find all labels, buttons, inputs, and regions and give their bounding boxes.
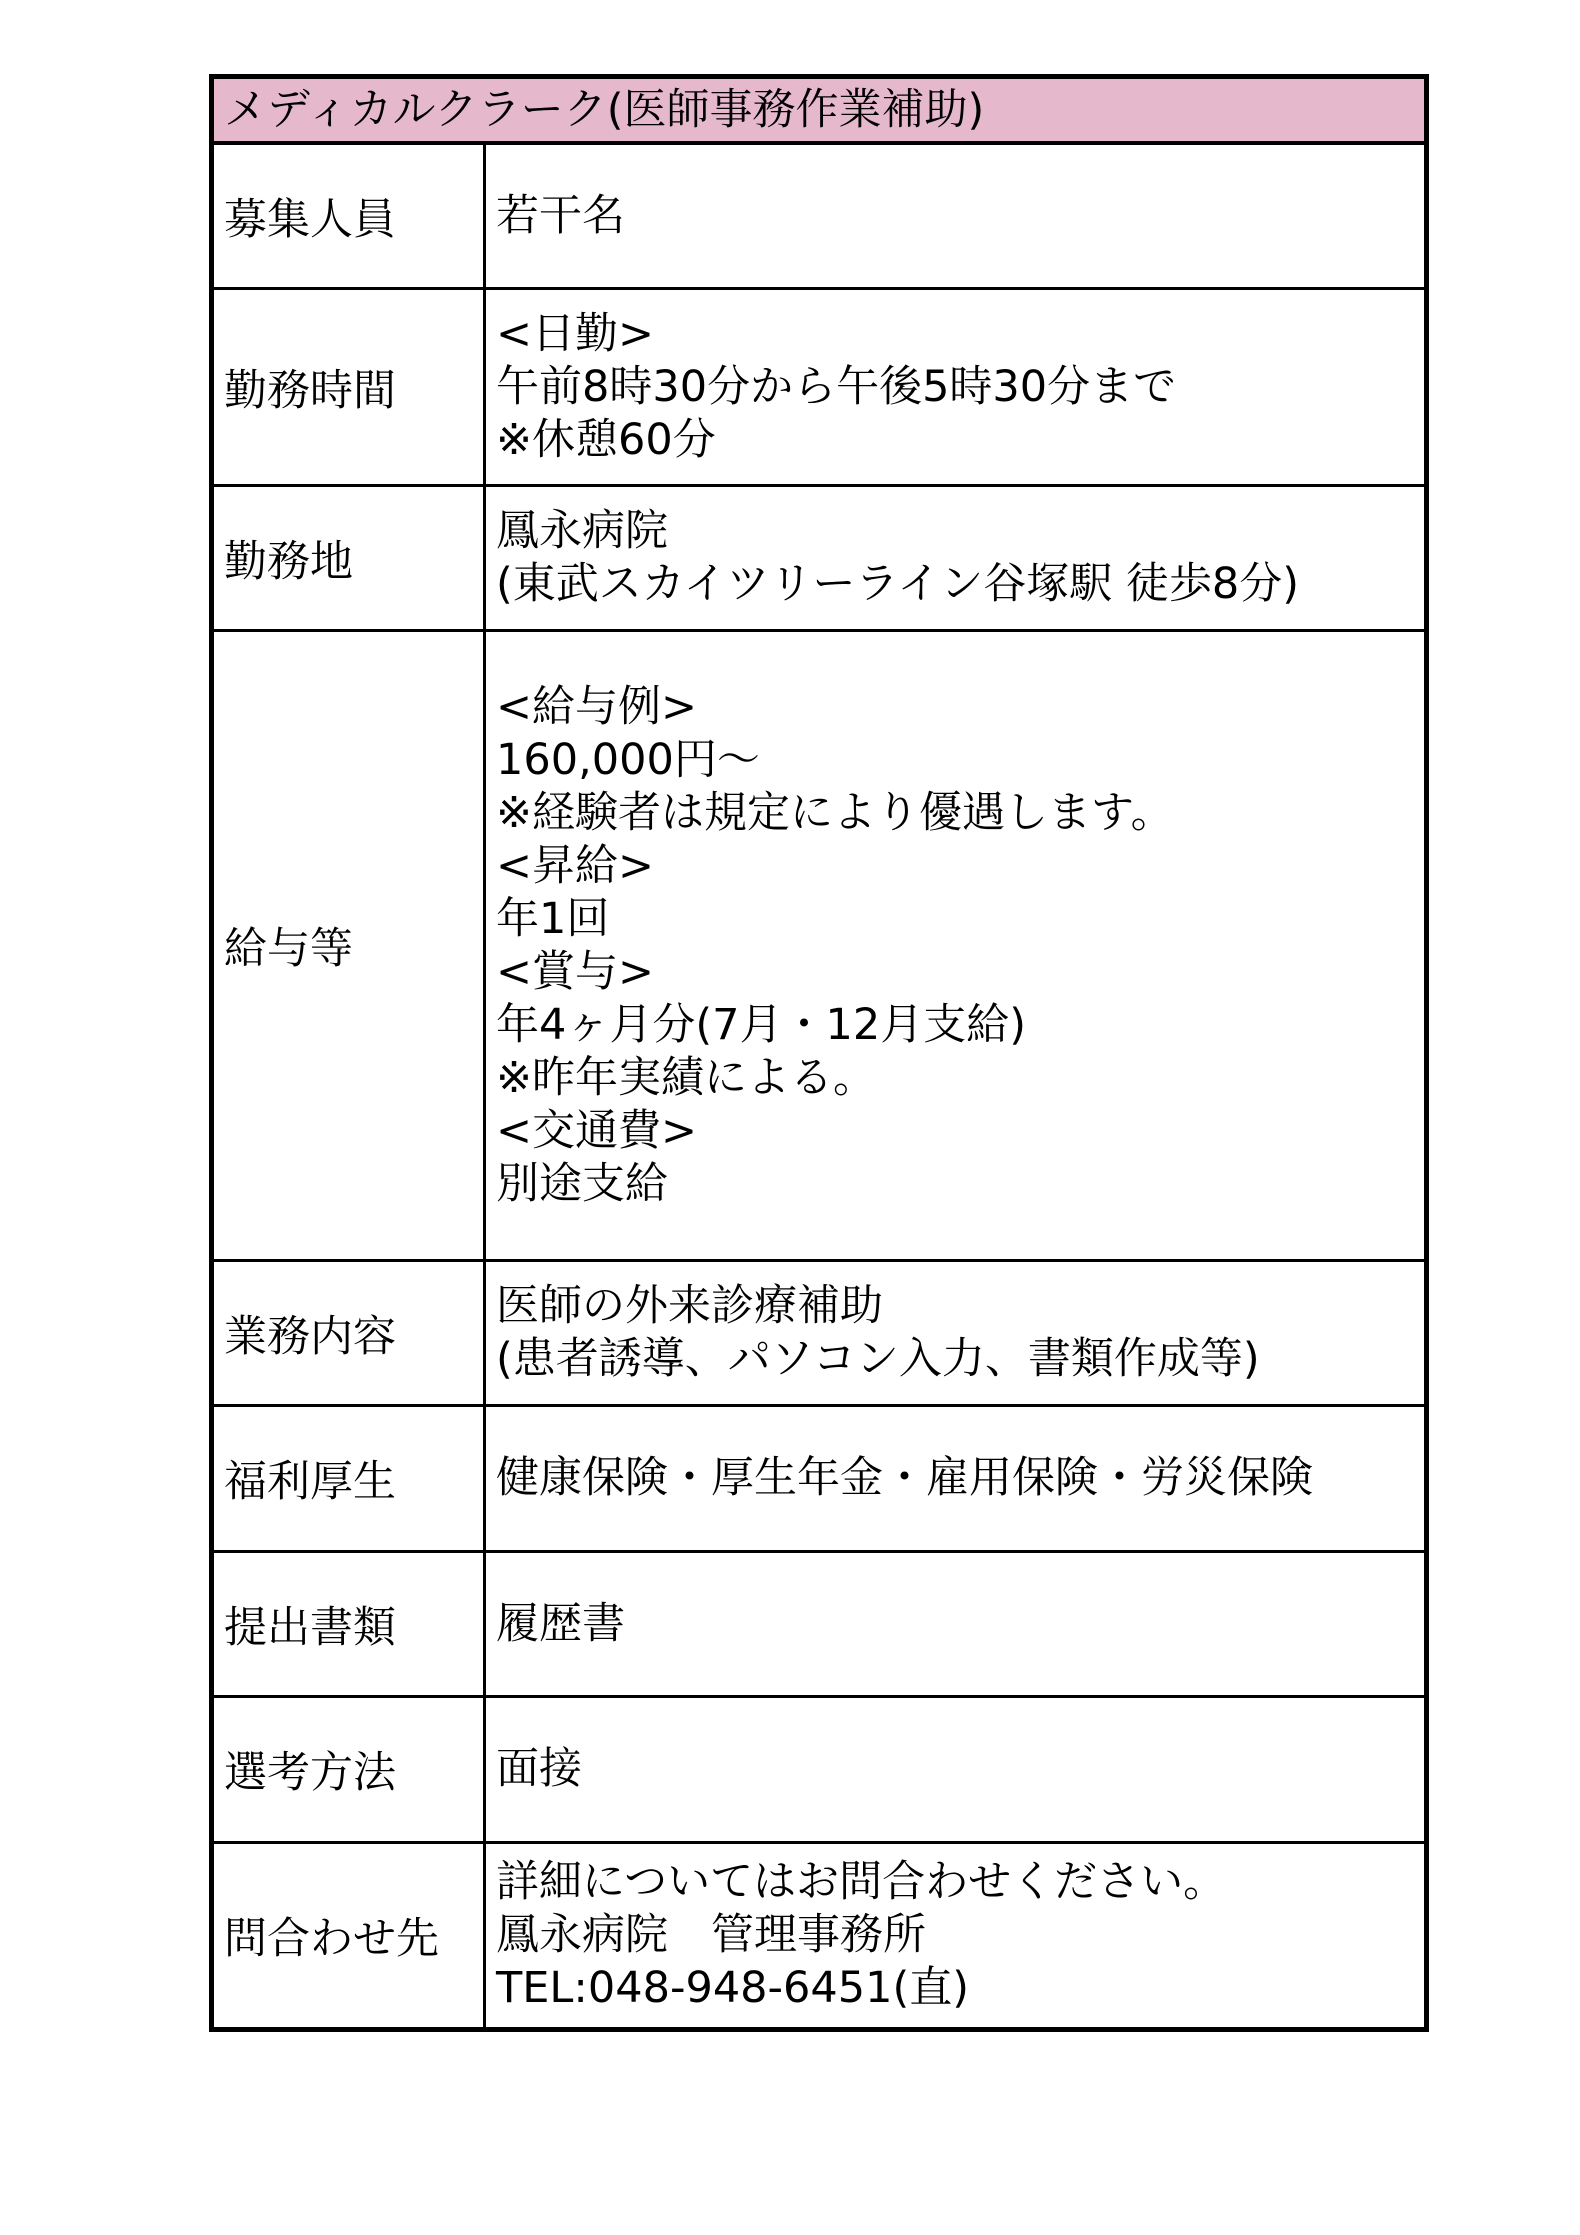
value-line: 別途支給 [496,1158,668,1209]
row-benefits [214,1407,1424,1553]
value-line: ※経験者は規定により優遇します。 [496,787,1174,838]
row-recruitment-count [214,145,1424,290]
row-value [486,1553,1424,1695]
value-line: 160,000円〜 [496,734,760,785]
value-line: 年1回 [496,893,610,944]
row-value [486,1262,1424,1404]
job-posting-table [209,74,1429,2032]
row-label: 業務内容 [214,1262,486,1404]
row-value [486,1698,1424,1841]
value-line: 履歴書 [496,1598,625,1649]
value-line: <日勤> [496,308,655,359]
row-label: 勤務地 [214,487,486,629]
value-line: TEL:048-948-6451(直) [496,1963,970,2013]
value-line: 鳳永病院 [496,506,668,556]
table-title: メディカルクラーク(医師事務作業補助) [224,85,985,135]
row-label: 募集人員 [214,145,486,287]
row-value [486,487,1424,629]
value-line: 年4ヶ月分(7月・12月支給) [496,999,1026,1050]
row-working-hours [214,290,1424,487]
row-value [486,290,1424,484]
value-line: 医師の外来診療補助 [496,1281,883,1331]
row-selection-method [214,1698,1424,1844]
value-line: <給与例> [496,681,698,732]
value-line: 鳳永病院 管理事務所 [496,1910,926,1960]
row-label: 福利厚生 [214,1407,486,1550]
row-value [486,632,1424,1259]
row-label: 給与等 [214,632,486,1259]
value-line: <昇給> [496,840,655,891]
row-label: 問合わせ先 [214,1844,486,2027]
row-label: 提出書類 [214,1553,486,1695]
value-line: (東武スカイツリーライン谷塚駅 徒歩8分) [496,559,1299,609]
value-line: 若干名 [496,190,625,241]
row-label: 選考方法 [214,1698,486,1841]
value-line: ※昨年実績による。 [496,1052,877,1103]
value-line: ※休憩60分 [496,414,716,465]
row-value [486,145,1424,287]
row-salary [214,632,1424,1262]
row-job-description [214,1262,1424,1407]
table-header [214,79,1424,145]
row-value [486,1407,1424,1550]
value-line: <交通費> [496,1105,698,1156]
row-required-documents [214,1553,1424,1698]
value-line: 午前8時30分から午後5時30分まで [496,361,1177,412]
value-line: 面接 [496,1744,582,1794]
value-line: <賞与> [496,946,655,997]
value-line: (患者誘導、パソコン入力、書類作成等) [496,1334,1260,1384]
row-label: 勤務時間 [214,290,486,484]
value-line: 健康保険・厚生年金・雇用保険・労災保険 [496,1453,1313,1503]
row-contact [214,1844,1424,2027]
row-work-location [214,487,1424,632]
row-value [486,1844,1424,2027]
value-line: 詳細についてはお問合わせください。 [496,1857,1227,1907]
